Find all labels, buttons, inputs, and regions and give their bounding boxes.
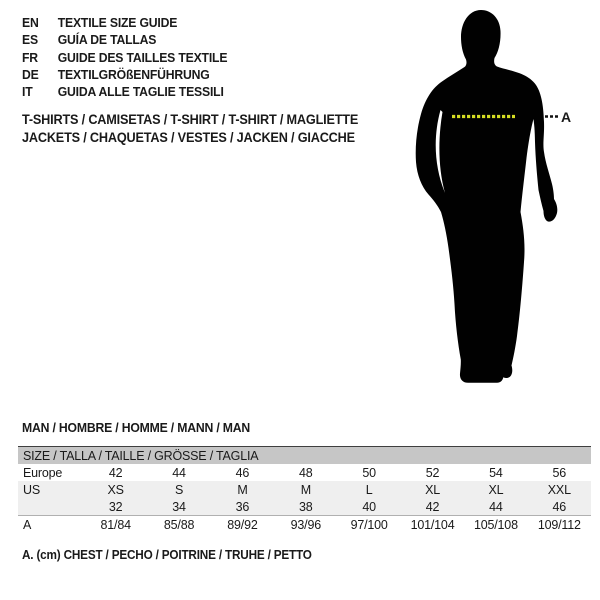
language-code: EN [22,15,39,31]
table-cell: XXL [547,482,571,497]
row-label: A [23,517,32,532]
table-cell: 44 [489,499,503,514]
language-row [22,49,227,66]
man-silhouette-figure [395,0,600,400]
table-cell: 93/96 [290,517,321,532]
measure-label-a: A [561,109,572,125]
category-lines [22,111,358,147]
language-code: IT [22,84,33,100]
table-cell: 101/104 [410,517,455,532]
language-row [22,14,227,31]
row-label: US [23,482,40,497]
table-row-chest-a [18,515,591,533]
table-cell: 42 [108,465,123,480]
table-cell: 109/112 [537,517,581,532]
table-cell: 38 [299,499,313,514]
table-cell: 40 [362,499,376,514]
table-cell: 44 [172,465,186,480]
language-text: GUÍA DE TALLAS [57,32,157,48]
table-row-europe [18,464,591,481]
language-text: TEXTILGRÖßENFÜHRUNG [57,67,210,83]
language-guide [22,14,227,100]
table-cell: XL [488,482,504,497]
language-row [22,31,227,48]
table-cell: M [300,482,311,497]
table-cell: 54 [489,465,503,480]
table-cell: XL [425,482,440,497]
footnote-chest: A. (cm) CHEST / PECHO / POITRINE / TRUHE / PETTO [22,548,312,562]
man-silhouette [416,10,558,383]
table-cell: 97/100 [350,517,388,532]
table-cell: XS [107,482,124,497]
category-tshirts: T-SHIRTS / CAMISETAS / T-SHIRT / T-SHIRT / MAGLIETTE [22,112,359,127]
table-cell: 42 [425,499,440,514]
size-table-header: SIZE / TALLA / TAILLE / GRÖSSE / TAGLIA [18,447,591,464]
language-text: GUIDE DES TAILLES TEXTILE [57,49,228,65]
table-row-us-numeric [18,498,591,515]
language-code: ES [22,32,38,48]
row-label: Europe [23,465,63,480]
table-cell: S [174,482,184,497]
table-cell: 52 [425,465,440,480]
table-cell: 46 [552,499,567,514]
table-cell: 50 [362,465,376,480]
table-cell: 105/108 [474,517,518,532]
table-cell: 81/84 [100,517,131,532]
table-cell: M [237,482,248,497]
language-row [22,66,227,83]
table-row-us [18,481,591,498]
language-row [22,83,227,100]
table-cell: 56 [552,465,567,480]
language-code: DE [22,67,39,83]
table-cell: 89/92 [227,517,258,532]
language-text: GUIDA ALLE TAGLIE TESSILI [57,84,224,100]
section-title: MAN / HOMBRE / HOMME / MANN / MAN [22,420,251,435]
table-cell: 34 [172,499,186,514]
table-cell: 48 [299,465,313,480]
table-cell: 32 [108,499,123,514]
table-cell: 46 [235,465,250,480]
table-cell: 36 [235,499,250,514]
table-cell: 85/88 [163,517,195,532]
category-jackets: JACKETS / CHAQUETAS / VESTES / JACKEN / GIACCHE [22,130,355,145]
language-text: TEXTILE SIZE GUIDE [57,15,178,31]
size-table [18,446,591,533]
language-code: FR [22,49,38,65]
table-cell: L [365,482,373,497]
